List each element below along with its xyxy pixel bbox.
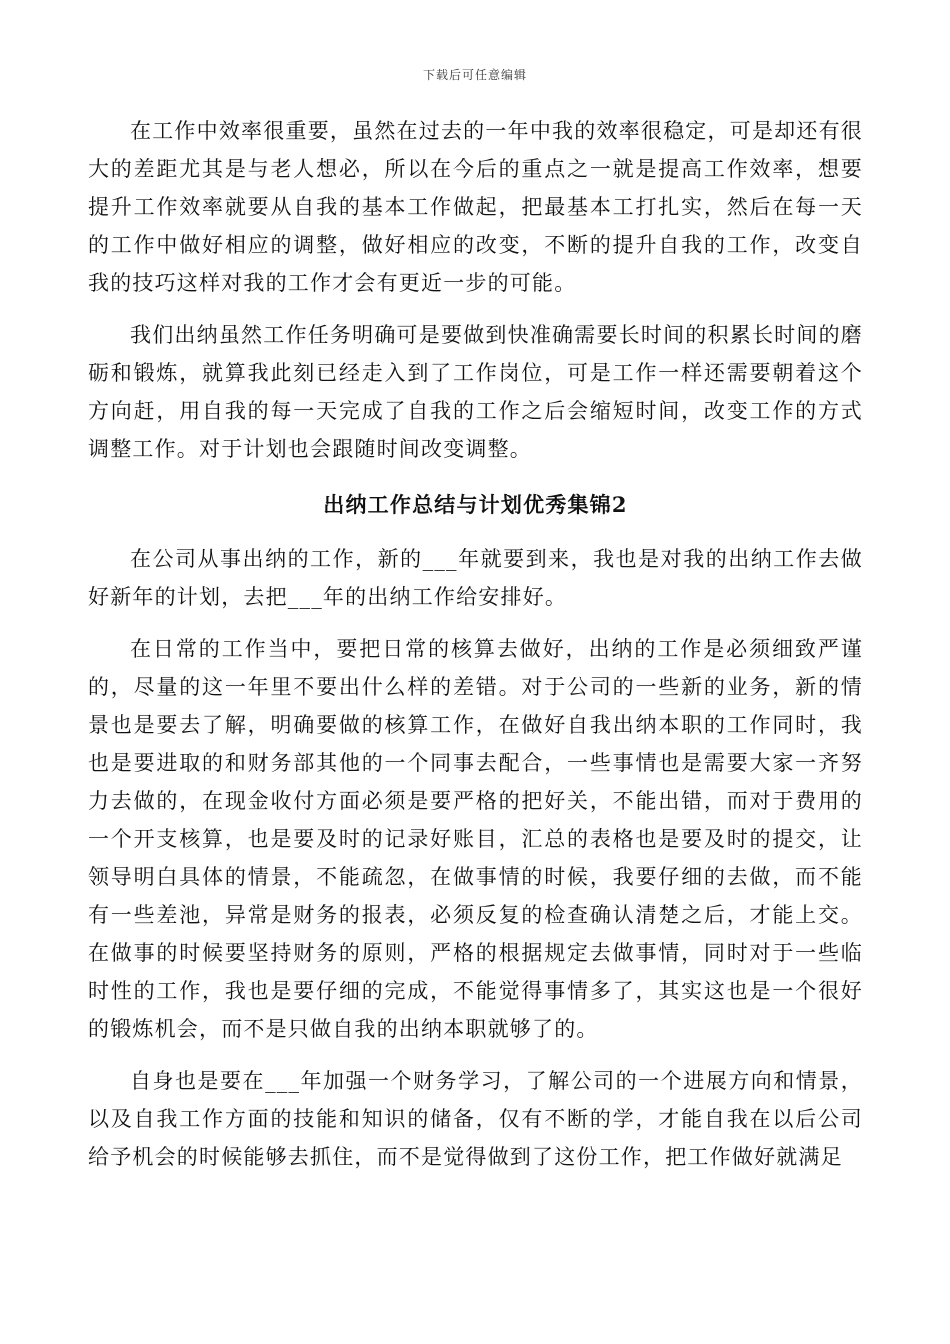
paragraph: 在日常的工作当中，要把日常的核算去做好，出纳的工作是必须细致严谨的，尽量的这一年里不要出什么样的差错。对于公司的一些新的业务，新的情景也是要去了解，明确要做的核算工作，在做好自我出纳本职的工作同时，我也是要进取的和财务部其他的一个同事去配合，一些事情也是需要大家一齐努力去做的，在现金收付方面必须是要严格的把好关，不能出错，而对于费用的一个开支核算，也是要及时的记录好账目，汇总的表格也是要及时的提交，让领导明白具体的情景，不能疏忽，在做事情的时候，我要仔细的去做，而不能有一些差池，异常是财务的报表，必须反复的检查确认清楚之后，才能上交。在做事的时候要坚持财务的原则，严格的根据规定去做事情，同时对于一些临时性的工作，我也是要仔细的完成，不能觉得事情多了，其实这也是一个很好的锻炼机会，而不是只做自我的出纳本职就够了的。 bbox=[88, 637, 863, 1041]
section-title: 出纳工作总结与计划优秀集锦2 bbox=[323, 492, 628, 517]
document-body bbox=[88, 112, 863, 1176]
paragraph: 在工作中效率很重要，虽然在过去的一年中我的效率很稳定，可是却还有很大的差距尤其是与老人想必，所以在今后的重点之一就是提高工作效率，想要提升工作效率就要从自我的基本工作做起，把最基本工打扎实，然后在每一天的工作中做好相应的调整，做好相应的改变，不断的提升自我的工作，改变自我的技巧这样对我的工作才会有更近一步的可能。 bbox=[88, 119, 863, 295]
paragraph: 我们出纳虽然工作任务明确可是要做到快准确需要长时间的积累长时间的磨砺和锻炼，就算我此刻已经走入到了工作岗位，可是工作一样还需要朝着这个方向赶，用自我的每一天完成了自我的工作之后会缩短时间，改变工作的方式调整工作。对于计划也会跟随时间改变调整。 bbox=[88, 323, 863, 461]
paragraph: 在公司从事出纳的工作，新的___年就要到来，我也是对我的出纳工作去做好新年的计划，去把___年的出纳工作给安排好。 bbox=[88, 547, 863, 609]
page-header: 下载后可任意编辑 bbox=[422, 68, 527, 82]
paragraph: 自身也是要在___年加强一个财务学习，了解公司的一个进展方向和情景，以及自我工作方面的技能和知识的储备，仅有不断的学，才能自我在以后公司给予机会的时候能够去抓住，而不是觉得做到了这份工作，把工作做好就满足 bbox=[88, 1069, 863, 1169]
